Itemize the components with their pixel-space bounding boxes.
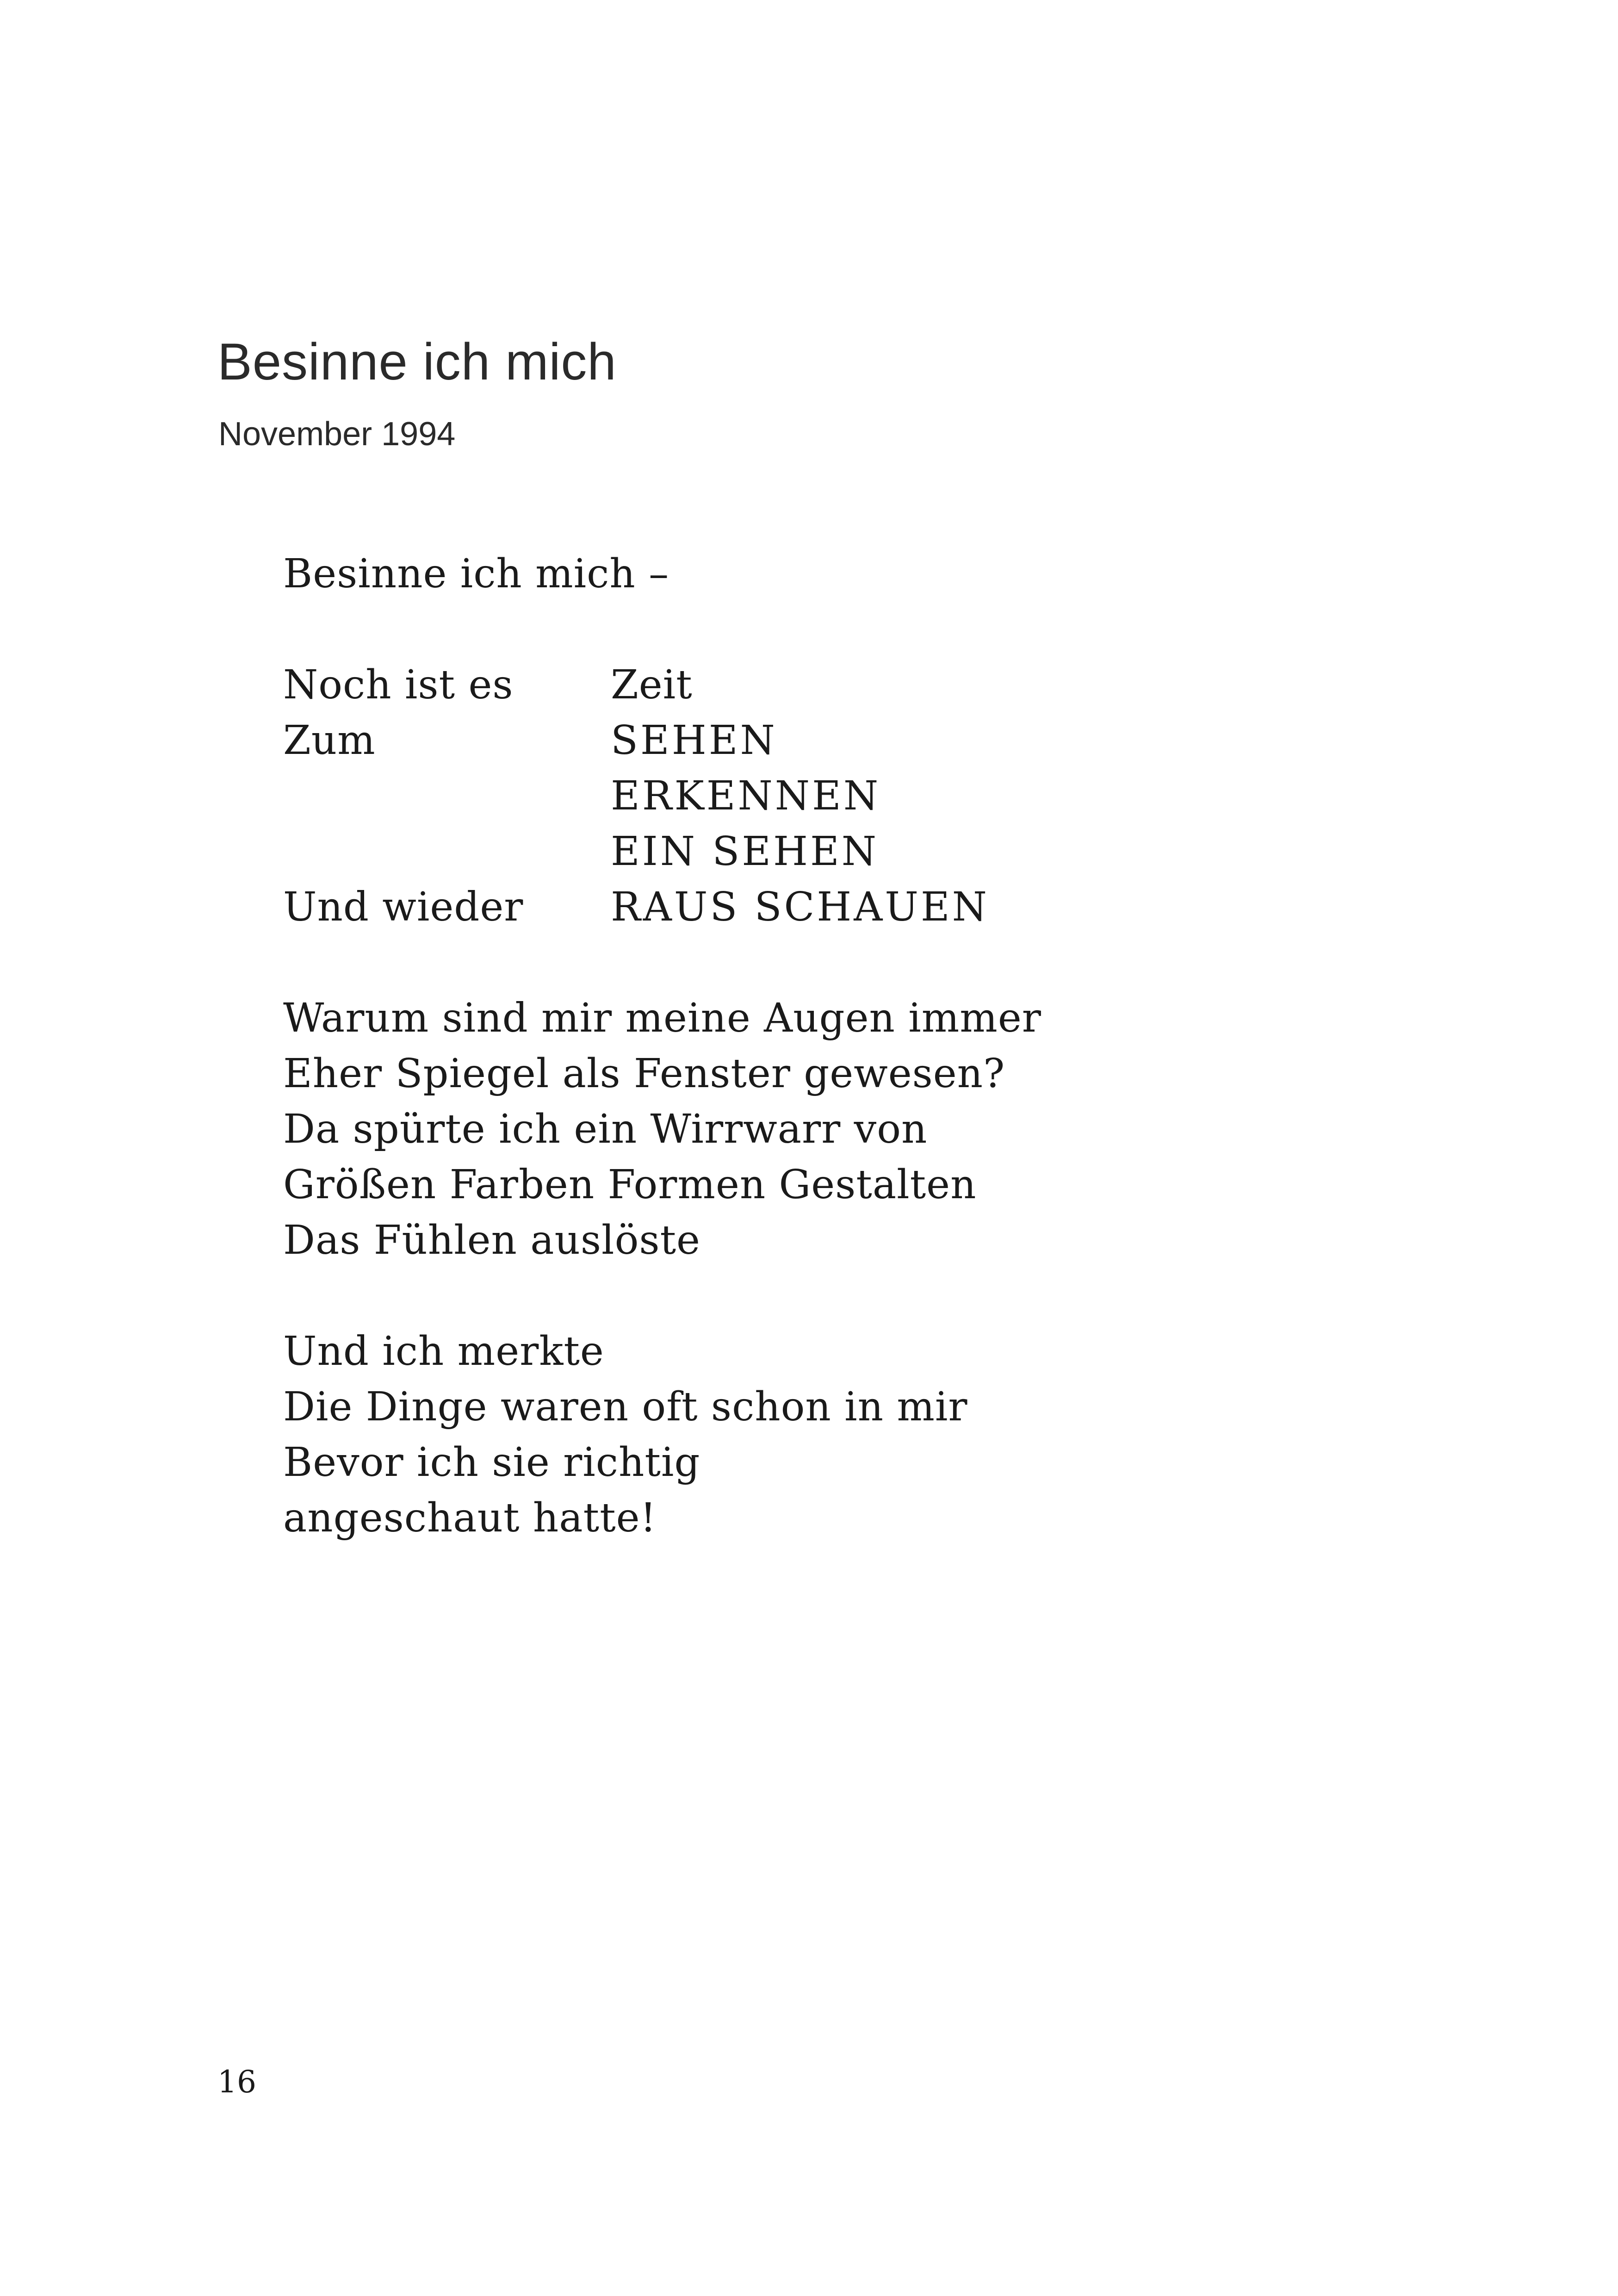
poem-table-right-2: SEHEN bbox=[611, 717, 777, 764]
poem-line: Eher Spiegel als Fenster gewesen? bbox=[283, 1051, 1005, 1097]
poem-line: Die Dinge waren oft schon in mir bbox=[283, 1384, 968, 1430]
poem-opening-line: Besinne ich mich – bbox=[283, 551, 670, 597]
page-number: 16 bbox=[217, 2064, 256, 2100]
poem-table-left-1: Noch ist es bbox=[283, 662, 514, 708]
poem-table-left-5: Und wieder bbox=[283, 884, 524, 930]
poem-date: November 1994 bbox=[218, 416, 456, 453]
poem-line: Bevor ich sie richtig bbox=[283, 1439, 701, 1486]
poem-title: Besinne ich mich bbox=[217, 333, 617, 391]
poem-table-right-5: RAUS SCHAUEN bbox=[611, 884, 989, 930]
poem-line: angeschaut hatte! bbox=[283, 1495, 657, 1541]
poem-line: Größen Farben Formen Gestalten bbox=[283, 1162, 977, 1208]
poem-line: Das Fühlen auslöste bbox=[283, 1217, 701, 1263]
poem-table-right-3: ERKENNEN bbox=[611, 773, 881, 819]
poem-line: Und ich merkte bbox=[283, 1328, 604, 1375]
poem-table-right-1: Zeit bbox=[611, 662, 693, 708]
poem-line: Da spürte ich ein Wirrwarr von bbox=[283, 1106, 928, 1152]
poem-line: Warum sind mir meine Augen immer bbox=[283, 995, 1041, 1041]
poem-table-right-4: EIN SEHEN bbox=[611, 828, 879, 875]
poem-table-left-2: Zum bbox=[283, 717, 376, 764]
